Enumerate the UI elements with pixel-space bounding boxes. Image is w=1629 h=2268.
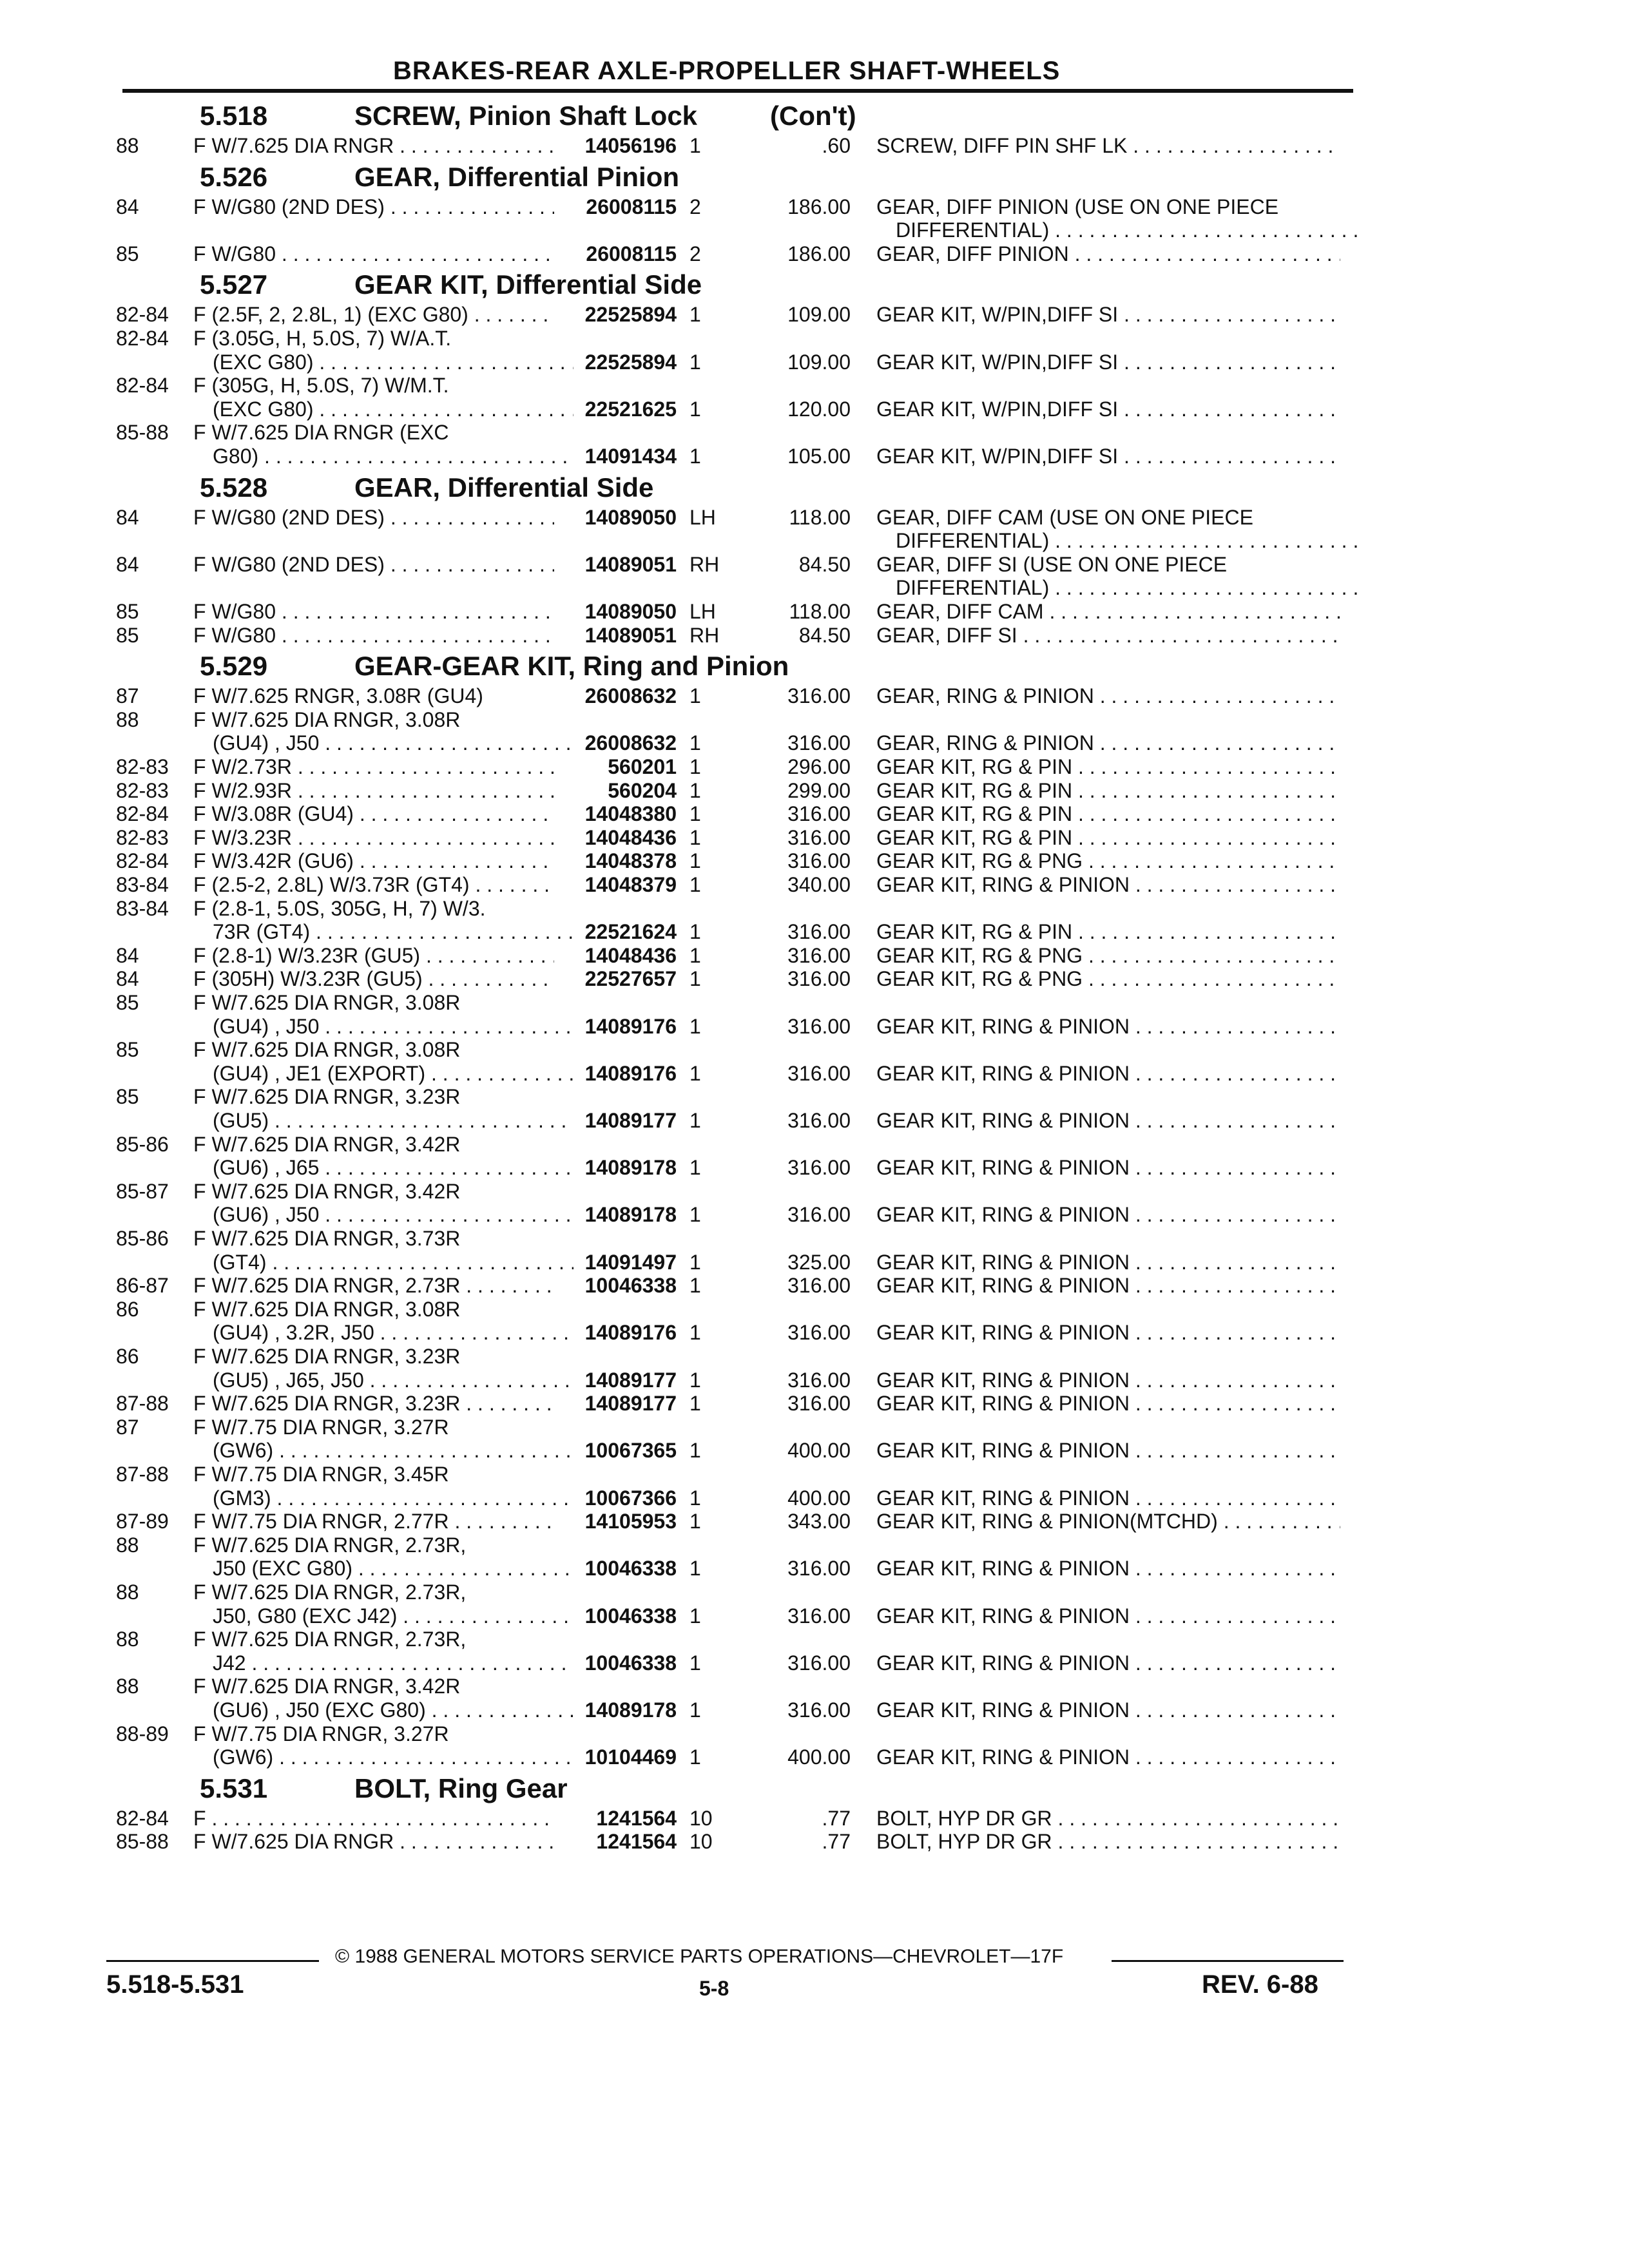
year-range: 87	[116, 684, 139, 708]
year-range: 84	[116, 943, 139, 967]
description: F W/7.625 DIA RNGR, 2.73R,	[193, 1581, 467, 1604]
price: 120.00	[787, 397, 851, 421]
price: 316.00	[787, 1368, 851, 1392]
price: 316.00	[787, 802, 851, 826]
description: (GW6) . . .	[213, 1439, 574, 1463]
year-range: 88	[116, 1675, 139, 1698]
section-title: GEAR KIT, Differential Side	[354, 269, 702, 300]
year-range: 88-89	[116, 1722, 169, 1745]
part-number: 10046338	[584, 1274, 677, 1298]
description: F W/7.75 DIA RNGR, 3.27R	[193, 1415, 449, 1439]
part-name: GEAR KIT, RING & PINION . . .	[876, 1698, 1340, 1722]
year-range: 85-87	[116, 1179, 169, 1203]
price: 316.00	[787, 1156, 851, 1180]
year-range: 85-86	[116, 1132, 169, 1156]
year-range: 88	[116, 1628, 139, 1651]
price: 316.00	[787, 1203, 851, 1227]
quantity: 1	[689, 1321, 701, 1345]
part-number: 14048380	[584, 802, 677, 826]
year-range: 82-83	[116, 825, 169, 849]
quantity: RH	[689, 552, 720, 576]
price: 316.00	[787, 1392, 851, 1416]
year-range: 82-84	[116, 327, 169, 350]
description: F W/7.75 DIA RNGR, 3.27R	[193, 1722, 449, 1745]
quantity: 1	[689, 1698, 701, 1722]
description: F W/G80 . . .	[193, 600, 554, 624]
price: 316.00	[787, 1557, 851, 1581]
footer-rule-left	[106, 1960, 319, 1962]
description: (GU4) , J50 . . .	[213, 731, 574, 755]
part-name: BOLT, HYP DR GR . . .	[876, 1807, 1340, 1831]
quantity: 1	[689, 1014, 701, 1038]
year-range: 85	[116, 600, 139, 623]
quantity: 1	[689, 755, 701, 778]
part-number: 14089178	[584, 1156, 677, 1180]
year-range: 85	[116, 623, 139, 647]
year-range: 85	[116, 1038, 139, 1062]
part-number: 14089176	[584, 1014, 677, 1038]
year-range: 82-84	[116, 303, 169, 327]
description: F W/2.93R . . .	[193, 779, 554, 803]
price: 316.00	[787, 849, 851, 873]
description: F W/7.625 DIA RNGR, 2.73R,	[193, 1628, 467, 1651]
description: F W/7.625 DIA RNGR, 3.08R	[193, 1297, 461, 1321]
section-title: SCREW, Pinion Shaft Lock	[354, 101, 698, 131]
year-range: 88	[116, 707, 139, 731]
year-range: 85	[116, 1085, 139, 1109]
part-name: GEAR KIT, RING & PINION . . .	[876, 1439, 1340, 1463]
page-title: BRAKES-REAR AXLE-PROPELLER SHAFT-WHEELS	[393, 57, 1061, 85]
description: F W/G80 (2ND DES) . . .	[193, 506, 554, 530]
quantity: 1	[689, 1745, 701, 1769]
part-name: GEAR KIT, RG & PIN . . .	[876, 826, 1340, 850]
year-range: 85	[116, 242, 139, 265]
description: J50 (EXC G80) . . .	[213, 1557, 574, 1581]
year-range: 86	[116, 1297, 139, 1321]
description: G80) . . .	[213, 445, 574, 468]
part-name: GEAR KIT, RING & PINION . . .	[876, 1062, 1340, 1086]
quantity: 1	[689, 825, 701, 849]
part-number: 560204	[608, 778, 677, 802]
description: F W/3.23R . . .	[193, 826, 554, 850]
description: F W/7.625 DIA RNGR, 3.42R	[193, 1179, 461, 1203]
quantity: 1	[689, 684, 701, 708]
section-number: 5.518	[200, 101, 268, 131]
quantity: 1	[689, 1557, 701, 1581]
price: 316.00	[787, 1274, 851, 1298]
part-number: 14089178	[584, 1698, 677, 1722]
section-range: 5.518-5.531	[106, 1970, 244, 1999]
part-name: GEAR, DIFF PINION (USE ON ONE PIECE	[876, 195, 1279, 218]
year-range: 87-88	[116, 1463, 169, 1486]
section-continued: (Con't)	[770, 101, 856, 131]
price: 316.00	[787, 1014, 851, 1038]
year-range: 88	[116, 1533, 139, 1557]
quantity: 1	[689, 445, 701, 468]
part-number: 14091434	[584, 445, 677, 468]
description: F W/G80 (2ND DES) . . .	[193, 195, 554, 219]
year-range: 84	[116, 195, 139, 218]
quantity: 1	[689, 1250, 701, 1274]
part-number: 14048379	[584, 873, 677, 896]
part-name: GEAR KIT, RING & PINION . . .	[876, 1321, 1340, 1345]
quantity: 1	[689, 1061, 701, 1085]
description: F W/7.625 DIA RNGR, 3.42R	[193, 1132, 461, 1156]
part-number: 22525894	[584, 303, 677, 327]
quantity: 1	[689, 1486, 701, 1510]
part-name: GEAR, DIFF CAM (USE ON ONE PIECE	[876, 505, 1253, 529]
part-number: 14089177	[584, 1368, 677, 1392]
part-number: 14105953	[584, 1510, 677, 1533]
section-number: 5.531	[200, 1773, 268, 1803]
part-name: DIFFERENTIAL) . . .	[896, 218, 1360, 242]
description: (GU6) , J65 . . .	[213, 1156, 574, 1180]
description: F (2.8-1, 5.0S, 305G, H, 7) W/3.	[193, 896, 486, 920]
year-range: 85-88	[116, 421, 169, 445]
description: F W/7.625 DIA RNGR, 3.23R	[193, 1085, 461, 1109]
quantity: 1	[689, 1368, 701, 1392]
description: J50, G80 (EXC J42) . . .	[213, 1604, 574, 1628]
quantity: 1	[689, 1510, 701, 1533]
description: F (2.5F, 2, 2.8L, 1) (EXC G80) . . .	[193, 303, 554, 327]
section-number: 5.527	[200, 269, 268, 300]
part-number: 14089051	[584, 552, 677, 576]
year-range: 87	[116, 1415, 139, 1439]
part-number: 10104469	[584, 1745, 677, 1769]
description: F W/3.42R (GU6) . . .	[193, 849, 554, 873]
year-range: 86-87	[116, 1274, 169, 1298]
price: 400.00	[787, 1439, 851, 1463]
price: .60	[822, 134, 851, 157]
description: (GU5) . . .	[213, 1109, 574, 1133]
quantity: 1	[689, 1156, 701, 1180]
price: 316.00	[787, 731, 851, 755]
part-name: GEAR KIT, RING & PINION . . .	[876, 1604, 1340, 1628]
year-range: 82-84	[116, 802, 169, 826]
page-footer	[106, 1946, 1344, 2023]
part-number: 14048378	[584, 849, 677, 873]
part-name: GEAR KIT, RING & PINION . . .	[876, 1486, 1340, 1510]
year-range: 85-88	[116, 1830, 169, 1854]
part-name: GEAR KIT, RING & PINION . . .	[876, 1369, 1340, 1392]
description: F (305H) W/3.23R (GU5) . . .	[193, 967, 554, 991]
part-name: GEAR KIT, RG & PIN . . .	[876, 920, 1340, 944]
part-name: DIFFERENTIAL) . . .	[896, 529, 1360, 553]
description: (EXC G80) . . .	[213, 398, 574, 421]
page-number: 5-8	[699, 1977, 729, 2000]
quantity: 1	[689, 1392, 701, 1416]
part-number: 26008115	[586, 195, 677, 218]
price: 340.00	[787, 873, 851, 896]
part-number: 560201	[608, 755, 677, 778]
quantity: 1	[689, 350, 701, 374]
part-name: BOLT, HYP DR GR . . .	[876, 1830, 1340, 1854]
quantity: LH	[689, 600, 716, 623]
part-name: SCREW, DIFF PIN SHF LK . . .	[876, 134, 1340, 158]
part-name: GEAR, RING & PINION . . .	[876, 684, 1340, 708]
part-number: 14089177	[584, 1109, 677, 1132]
part-name: GEAR KIT, RING & PINION . . .	[876, 1015, 1340, 1039]
section-title: GEAR-GEAR KIT, Ring and Pinion	[354, 651, 789, 682]
part-name: GEAR KIT, RG & PIN . . .	[876, 755, 1340, 779]
description: F W/3.08R (GU4) . . .	[193, 802, 554, 826]
part-number: 22525894	[584, 350, 677, 374]
quantity: RH	[689, 623, 720, 647]
description: (GU4) , JE1 (EXPORT) . . .	[213, 1062, 574, 1086]
quantity: 1	[689, 778, 701, 802]
price: 316.00	[787, 920, 851, 944]
quantity: 1	[689, 920, 701, 944]
price: 343.00	[787, 1510, 851, 1533]
price: 296.00	[787, 755, 851, 778]
description: (GT4) . . .	[213, 1251, 574, 1274]
price: .77	[822, 1830, 851, 1854]
year-range: 84	[116, 967, 139, 991]
part-number: 10046338	[584, 1604, 677, 1628]
part-number: 1241564	[596, 1806, 677, 1830]
part-name: DIFFERENTIAL) . . .	[896, 576, 1360, 600]
part-name: GEAR, RING & PINION . . .	[876, 731, 1340, 755]
quantity: 2	[689, 195, 701, 218]
description: F W/7.75 DIA RNGR, 2.77R . . .	[193, 1510, 554, 1533]
description: F W/G80 (2ND DES) . . .	[193, 553, 554, 577]
part-number: 22521625	[584, 397, 677, 421]
quantity: 1	[689, 303, 701, 327]
copyright-notice: © 1988 GENERAL MOTORS SERVICE PARTS OPERATIONS—CHEVROLET—17F	[335, 1946, 1064, 1967]
part-number: 14089178	[584, 1203, 677, 1227]
quantity: 1	[689, 1203, 701, 1227]
price: 316.00	[787, 1604, 851, 1628]
price: 186.00	[787, 242, 851, 265]
price: 400.00	[787, 1745, 851, 1769]
quantity: LH	[689, 505, 716, 529]
price: 109.00	[787, 350, 851, 374]
quantity: 1	[689, 731, 701, 755]
year-range: 85-86	[116, 1227, 169, 1250]
part-number: 14056196	[584, 134, 677, 157]
description: F (305G, H, 5.0S, 7) W/M.T.	[193, 374, 449, 398]
year-range: 84	[116, 505, 139, 529]
part-name: GEAR KIT, W/PIN,DIFF SI . . .	[876, 351, 1340, 374]
price: 316.00	[787, 1321, 851, 1345]
footer-rule-right	[1112, 1960, 1344, 1962]
description: (GU6) , J50 . . .	[213, 1203, 574, 1227]
year-range: 84	[116, 552, 139, 576]
part-number: 22527657	[584, 967, 677, 991]
price: 109.00	[787, 303, 851, 327]
part-number: 26008115	[586, 242, 677, 265]
part-number: 14089050	[584, 505, 677, 529]
price: 316.00	[787, 967, 851, 991]
description: (GU4) , 3.2R, J50 . . .	[213, 1321, 574, 1345]
description: F W/G80 . . .	[193, 624, 554, 648]
description: F W/7.625 DIA RNGR (EXC	[193, 421, 449, 445]
year-range: 88	[116, 134, 139, 157]
year-range: 83-84	[116, 896, 169, 920]
quantity: 1	[689, 849, 701, 873]
part-name: GEAR KIT, RG & PNG . . .	[876, 849, 1340, 873]
revision: REV. 6-88	[1202, 1970, 1318, 1999]
part-number: 14048436	[584, 943, 677, 967]
quantity: 1	[689, 1604, 701, 1628]
description: (GU4) , J50 . . .	[213, 1015, 574, 1039]
description: F W/7.625 RNGR, 3.08R (GU4)	[193, 684, 483, 708]
price: 316.00	[787, 943, 851, 967]
quantity: 1	[689, 943, 701, 967]
section-title: GEAR, Differential Side	[354, 472, 654, 503]
quantity: 1	[689, 802, 701, 826]
description: (GW6) . . .	[213, 1745, 574, 1769]
description: (GU5) , J65, J50 . . .	[213, 1369, 574, 1392]
part-name: GEAR KIT, W/PIN,DIFF SI . . .	[876, 445, 1340, 468]
description: F (3.05G, H, 5.0S, 7) W/A.T.	[193, 327, 452, 350]
section-number: 5.526	[200, 161, 268, 192]
price: 316.00	[787, 1651, 851, 1675]
price: 186.00	[787, 195, 851, 218]
description: F W/7.625 DIA RNGR, 3.23R	[193, 1345, 461, 1368]
description: (GU6) , J50 (EXC G80) . . .	[213, 1698, 574, 1722]
part-name: GEAR KIT, RING & PINION . . .	[876, 1651, 1340, 1675]
part-name: GEAR KIT, RING & PINION . . .	[876, 1156, 1340, 1180]
year-range: 83-84	[116, 873, 169, 896]
part-name: GEAR KIT, RG & PIN . . .	[876, 802, 1340, 826]
part-name: GEAR KIT, RG & PIN . . .	[876, 779, 1340, 803]
description: F W/7.625 DIA RNGR, 3.73R	[193, 1227, 461, 1250]
part-name: GEAR KIT, RING & PINION . . .	[876, 1745, 1340, 1769]
quantity: 1	[689, 134, 701, 157]
price: 118.00	[789, 505, 851, 529]
year-range: 87-89	[116, 1510, 169, 1533]
price: 400.00	[787, 1486, 851, 1510]
price: .77	[822, 1806, 851, 1830]
description: F W/G80 . . .	[193, 242, 554, 266]
description: F W/2.73R . . .	[193, 755, 554, 779]
part-number: 14089176	[584, 1061, 677, 1085]
year-range: 87-88	[116, 1392, 169, 1416]
description: F W/7.625 DIA RNGR . . .	[193, 134, 554, 158]
part-number: 10046338	[584, 1557, 677, 1581]
part-name: GEAR KIT, W/PIN,DIFF SI . . .	[876, 303, 1340, 327]
part-number: 14089051	[584, 623, 677, 647]
description: 73R (GT4) . . .	[213, 920, 574, 944]
part-number: 14091497	[584, 1250, 677, 1274]
description: F W/7.625 DIA RNGR, 3.42R	[193, 1675, 461, 1698]
year-range: 82-84	[116, 849, 169, 873]
quantity: 10	[689, 1806, 713, 1830]
part-number: 14089177	[584, 1392, 677, 1416]
part-name: GEAR KIT, RING & PINION . . .	[876, 873, 1340, 897]
description: F W/7.625 DIA RNGR, 3.08R	[193, 991, 461, 1014]
part-number: 1241564	[596, 1830, 677, 1854]
part-name: GEAR KIT, RG & PNG . . .	[876, 967, 1340, 991]
description: F W/7.75 DIA RNGR, 3.45R	[193, 1463, 449, 1486]
quantity: 1	[689, 1439, 701, 1463]
year-range: 88	[116, 1581, 139, 1604]
price: 105.00	[787, 445, 851, 468]
part-name: GEAR, DIFF SI (USE ON ONE PIECE	[876, 552, 1228, 576]
description: F (2.8-1) W/3.23R (GU5) . . .	[193, 944, 554, 968]
part-name: GEAR KIT, W/PIN,DIFF SI . . .	[876, 398, 1340, 421]
year-range: 82-84	[116, 1806, 169, 1830]
description: F W/7.625 DIA RNGR, 2.73R . . .	[193, 1274, 554, 1298]
price: 316.00	[787, 825, 851, 849]
part-name: GEAR, DIFF CAM . . .	[876, 600, 1340, 624]
section-title: BOLT, Ring Gear	[354, 1773, 568, 1803]
price: 84.50	[798, 623, 851, 647]
part-name: GEAR KIT, RG & PNG . . .	[876, 944, 1340, 968]
description: F (2.5-2, 2.8L) W/3.73R (GT4) . . .	[193, 873, 554, 897]
part-number: 14048436	[584, 825, 677, 849]
header-rule	[122, 89, 1353, 93]
part-number: 26008632	[584, 684, 677, 708]
quantity: 1	[689, 873, 701, 896]
quantity: 1	[689, 967, 701, 991]
part-number: 26008632	[584, 731, 677, 755]
part-name: GEAR, DIFF SI . . .	[876, 624, 1340, 648]
part-name: GEAR, DIFF PINION . . .	[876, 242, 1340, 266]
part-name: GEAR KIT, RING & PINION . . .	[876, 1251, 1340, 1274]
description: (GM3) . . .	[213, 1486, 574, 1510]
description: F W/7.625 DIA RNGR, 3.08R	[193, 1038, 461, 1062]
part-name: GEAR KIT, RING & PINION . . .	[876, 1109, 1340, 1133]
page-header	[122, 57, 1353, 95]
part-number: 10046338	[584, 1651, 677, 1675]
year-range: 82-83	[116, 778, 169, 802]
price: 316.00	[787, 1061, 851, 1085]
part-number: 14089050	[584, 600, 677, 623]
description: F W/7.625 DIA RNGR . . .	[193, 1830, 554, 1854]
description: (EXC G80) . . .	[213, 351, 574, 374]
part-name: GEAR KIT, RING & PINION . . .	[876, 1557, 1340, 1581]
price: 325.00	[787, 1250, 851, 1274]
part-name: GEAR KIT, RING & PINION . . .	[876, 1392, 1340, 1416]
price: 316.00	[787, 1698, 851, 1722]
quantity: 2	[689, 242, 701, 265]
price: 299.00	[787, 778, 851, 802]
part-number: 10067365	[584, 1439, 677, 1463]
description: F W/7.625 DIA RNGR, 2.73R,	[193, 1533, 467, 1557]
description: F W/7.625 DIA RNGR, 3.23R . . .	[193, 1392, 554, 1416]
quantity: 1	[689, 1109, 701, 1132]
part-name: GEAR KIT, RING & PINION . . .	[876, 1203, 1340, 1227]
part-number: 22521624	[584, 920, 677, 944]
section-title: GEAR, Differential Pinion	[354, 161, 680, 192]
year-range: 86	[116, 1345, 139, 1368]
part-number: 10067366	[584, 1486, 677, 1510]
price: 84.50	[798, 552, 851, 576]
description: J42 . . .	[213, 1651, 574, 1675]
year-range: 85	[116, 991, 139, 1014]
price: 316.00	[787, 684, 851, 708]
section-number: 5.529	[200, 651, 268, 682]
year-range: 82-84	[116, 374, 169, 398]
price: 316.00	[787, 1109, 851, 1132]
part-name: GEAR KIT, RING & PINION(MTCHD) . . .	[876, 1510, 1340, 1533]
quantity: 1	[689, 1651, 701, 1675]
part-number: 14089176	[584, 1321, 677, 1345]
quantity: 1	[689, 397, 701, 421]
part-name: GEAR KIT, RING & PINION . . .	[876, 1274, 1340, 1298]
quantity: 10	[689, 1830, 713, 1854]
price: 118.00	[789, 600, 851, 623]
year-range: 82-83	[116, 755, 169, 778]
description: F . . .	[193, 1807, 554, 1831]
quantity: 1	[689, 1274, 701, 1298]
description: F W/7.625 DIA RNGR, 3.08R	[193, 707, 461, 731]
section-number: 5.528	[200, 472, 268, 503]
